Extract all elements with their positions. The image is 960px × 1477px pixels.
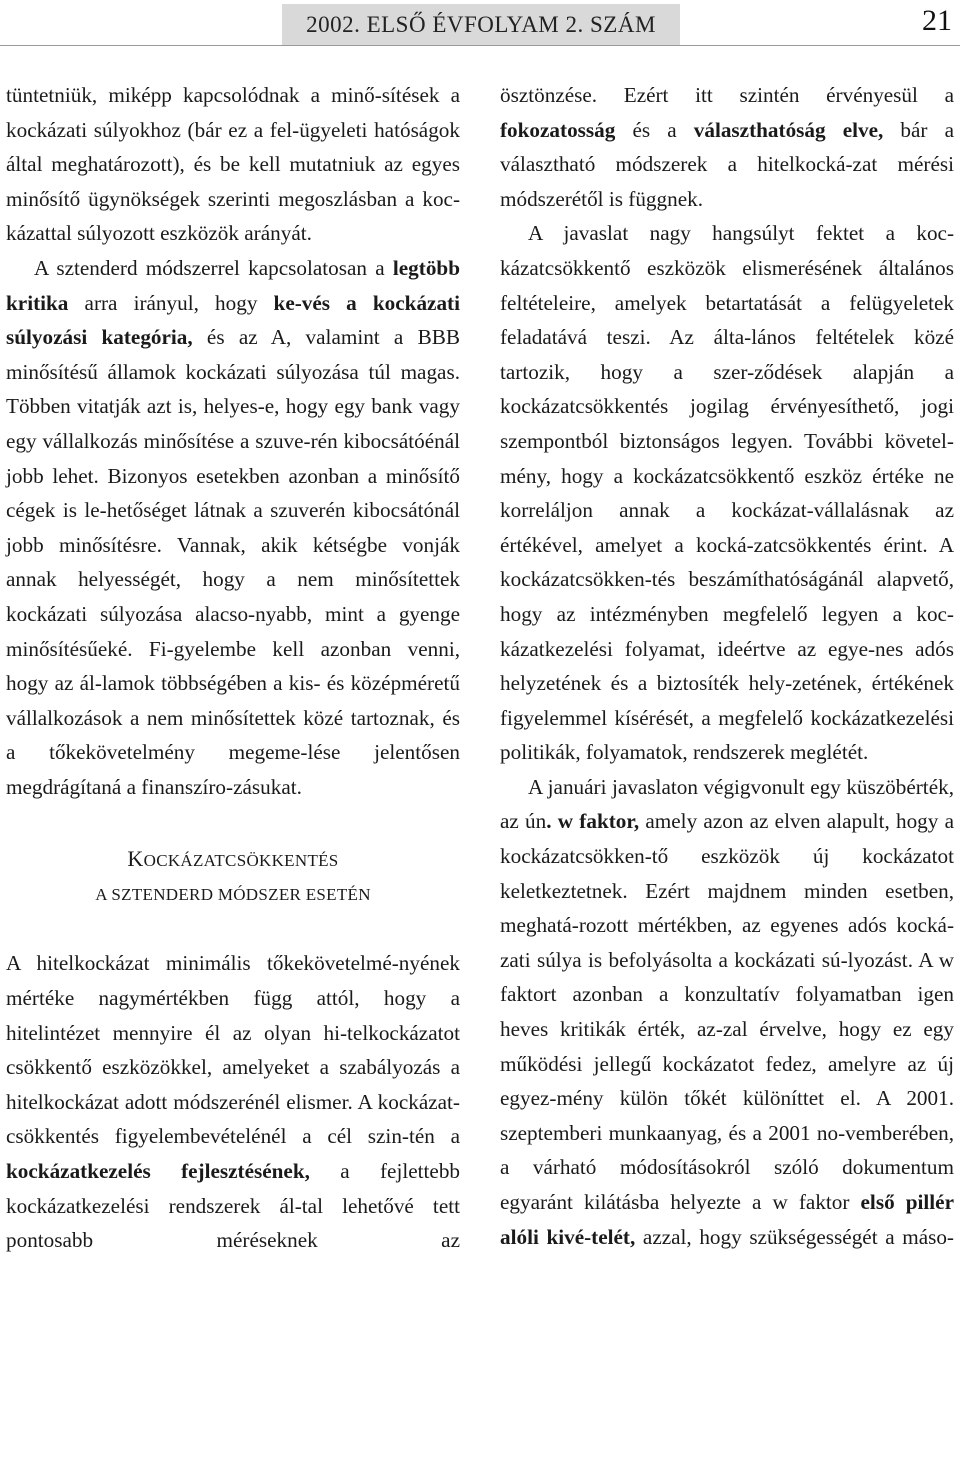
paragraph-credit-risk <box>6 946 460 1257</box>
left-column <box>6 78 460 1258</box>
paragraph-continuation: tüntetniük, miképp kapcsolódnak a minő-sítések a kockázati súlyokhoz (bár ez a fel-ügyeleti hatóságok által meghatározott), és be kell mutatniuk az egyes minősítő ügynökségek szerinti megoszlásban a koc-kázattal súlyozott eszközök arányát. <box>6 83 460 246</box>
running-header <box>0 0 960 46</box>
text-run: és a <box>615 117 694 142</box>
bold-run: kockázatkezelés fejlesztésének, <box>6 1159 310 1184</box>
header-rule <box>0 45 960 46</box>
heading-rest: OCKÁZATCSÖKKENTÉS <box>143 851 339 871</box>
text-run: és az A, valamint a BBB minősítésű államok kockázati súlyozása túl magas. Többen vitatják azt is, helyes-e, hogy egy bank vagy egy vállalkozás minősítése a szuve-rén kibocsátóénál jobb lehet. Bizonyos esetekben azonban a minősítő cégek is le-hetőséget látnak a szuverén kibocsátónál jobb minősítésre. Vannak, akik kétségbe vonják annak helyességét, hogy a nem minősítettek kockázati súlyozása alacso-nyabb, mint a gyenge minősítésűeké. Fi-gyelembe kell azonban venni, hogy az ál-lamok többségében a kis- és középméretű vállalkozások a nem minősítettek közé tartoznak, és a tőkekövetelmény megeme-lése jelentősen megdrágítaná a finanszíro-zásukat. <box>6 325 460 799</box>
text-run: arra irányul, hogy <box>68 290 274 315</box>
bold-run: választhatóság elve, <box>693 117 884 142</box>
paragraph-conditions: A javaslat nagy hangsúlyt fektet a koc-kázatcsökkentő eszközök elismerésének általános feltételeire, amelyek betartatását a felügyeletek feladatává teszi. Az álta-lános feltételek közé tartozik, hogy a szer-ződések alapján a kockázatcsökkentés jogilag érvényesíthető, jogi szempontból biztonságos legyen. További követel-mény, hogy a kockázatcsökkentő eszköz értéke ne korreláljon annak a kockázat-vállalásnak az értékével, amelyet a kocká-zatcsökkentés érint. A kockázatcsökken-tés beszámíthatóságánál alapvető, hogy az intézményben megfelelő legyen a koc-kázatkezelési folyamat, ideértve az egye-nes adós helyzetének és a biztosíték hely-zetének, értékének figyelemmel kísérését, a megfelelő kockázatkezelési politikák, folyamatok, rendszerek meglétét. <box>500 221 954 765</box>
text-run: A sztenderd módszerrel kapcsolatosan a <box>34 255 393 280</box>
text-run: azzal, hogy szükségességét a máso- <box>635 1224 954 1249</box>
bold-run: ke-vés a kockázati súlyozási kategória, <box>6 290 460 350</box>
text-run: a fejlettebb kockázatkezelési rendszerek ál-tal lehetővé tett pontosabb méréseknek az <box>6 1159 461 1253</box>
right-column <box>500 78 954 1254</box>
text-run: ösztönzése. Ezért itt szintén érvényesül a <box>500 83 954 107</box>
bold-run: . w faktor, <box>546 809 640 834</box>
text-run: A hitelkockázat minimális tőkekövetelmé-nyének mértéke nagymértékben függ attól, hogy a hitelintézet mennyire él az olyan hi-telkockázatot csökkentő eszközökkel, amelyeket a szabályozás a hitelkockázat adott módszerénél elismer. A kockázat-csökkentés figyelembevételénél a cél szin-tén a <box>6 951 460 1149</box>
bold-run: legtöbb kritika <box>6 255 460 315</box>
text-run: A januári javaslaton végigvonult egy küszöbérték, az ún <box>500 774 954 834</box>
page-number: 21 <box>922 4 952 37</box>
paragraph-incentive <box>500 78 954 216</box>
text-run: amely azon az elven alapult, hogy a kockázatcsökken-tő eszközök új kockázatot keletkeztetnek. Ezért majdnem minden esetben, meghatá-rozott mértékben, az egyenes adós kocká-zati súlya is befolyásolta a kockázati sú-lyozást. A w faktort azonban a konzultatív folyamatban igen heves kritikák érték, az-zal érvelve, hogy ez egy működési jellegű kockázatot fedez, amelyre az új egyez-mény külön tőkét különíttet el. A 2001. szeptemberi munkaanyag, és a 2001 no-vemberében, a várható módosításokról szóló dokumentum egyaránt kilátásba helyezte a w faktor <box>500 809 955 1214</box>
bold-run: első pillér alóli kivé-telét, <box>500 1190 954 1249</box>
bold-run: fokozatosság <box>500 117 616 142</box>
text-run: bár a választható módszerek a hitelkocká-zat mérési módszerétől is függnek. <box>500 117 954 211</box>
paragraph-w-factor <box>500 770 954 1254</box>
section-heading <box>6 842 460 878</box>
heading-initial: K <box>127 846 144 872</box>
running-title: 2002. ELSŐ ÉVFOLYAM 2. SZÁM <box>282 4 680 46</box>
paragraph-criticism <box>6 251 460 805</box>
section-subheading: A SZTENDERD MÓDSZER ESETÉN <box>95 885 371 905</box>
